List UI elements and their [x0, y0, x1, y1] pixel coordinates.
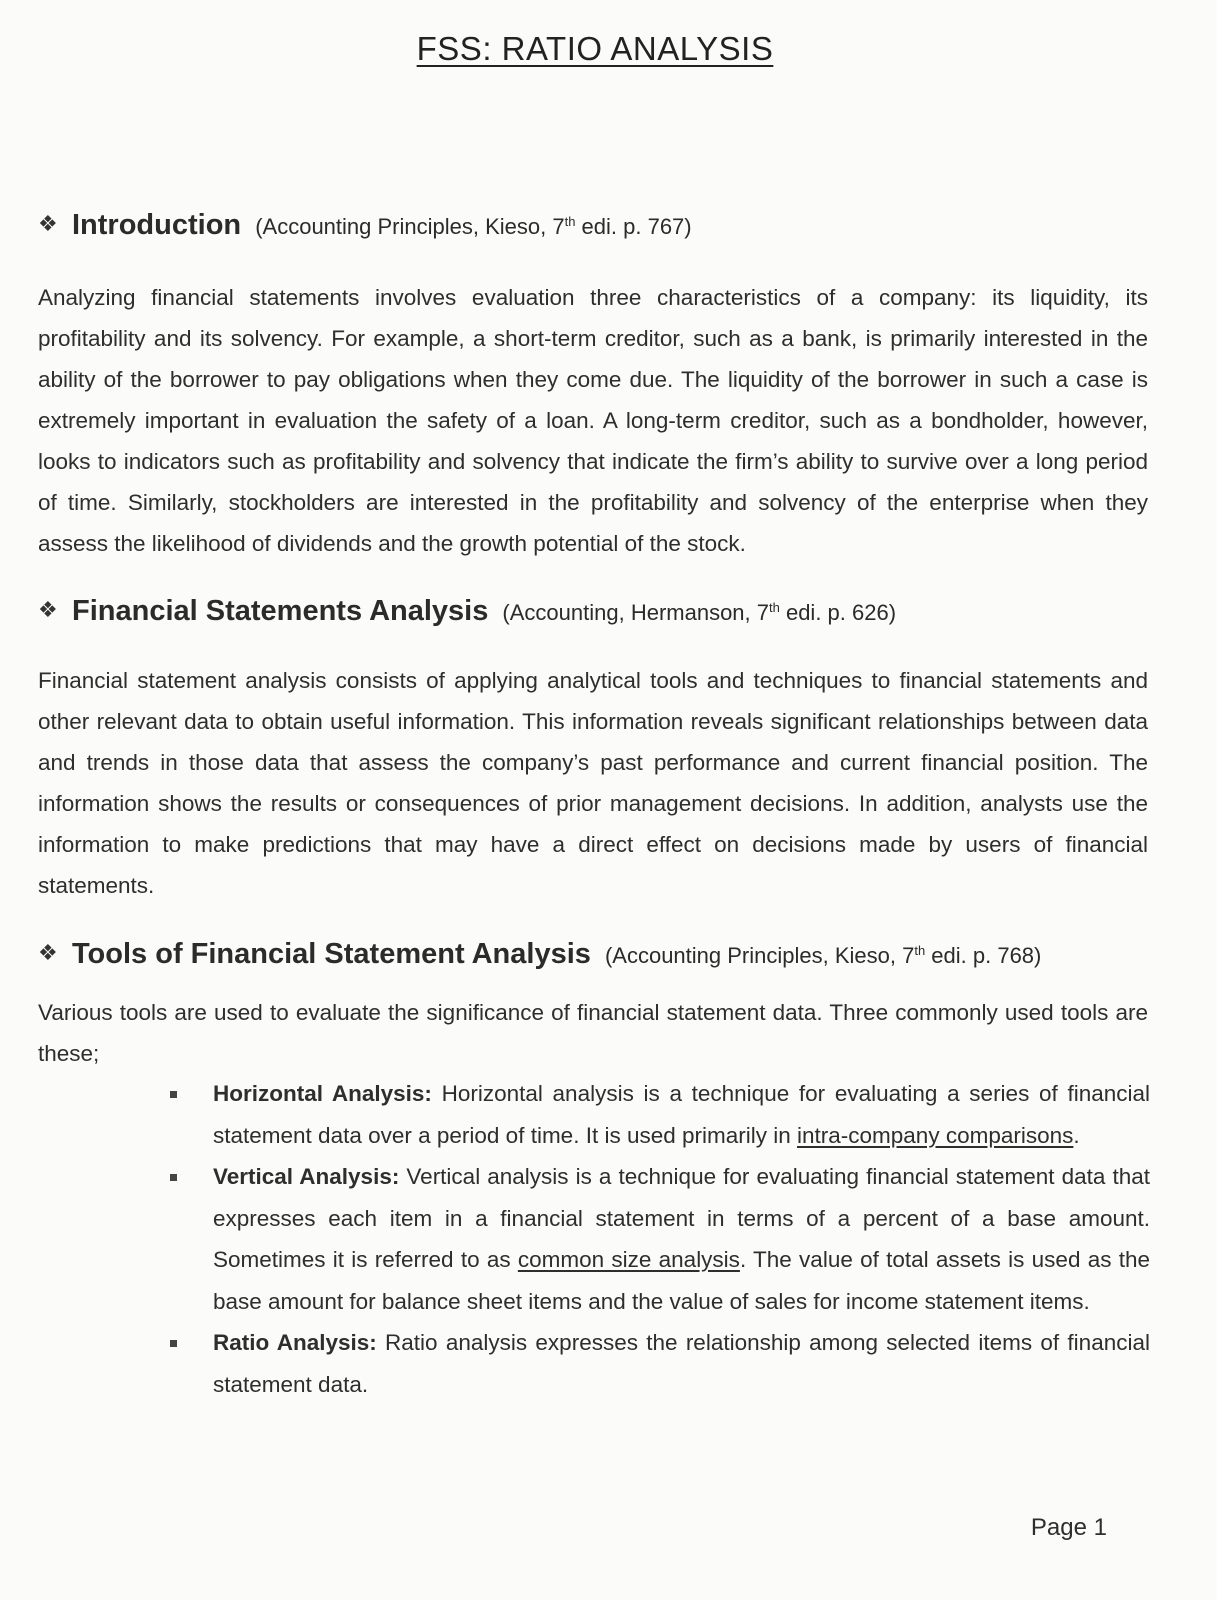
section-paragraph: Analyzing financial statements involves evaluation three characteristics of a company: its liquidity, its profitability and its solvency. For example, a short-term creditor, such as a bank, is primarily interested in the ability of the borrower to pay obligations when they come due. The liquidity of the borrower in such a case is extremely important in evaluation the safety of a loan. A long-term creditor, such as a bondholder, however, looks to indicators such as profitability and solvency that indicate the firm’s ability to survive over a long period of time. Similarly, stockholders are interested in the profitability and solvency of the enterprise when they assess the likelihood of dividends and the growth potential of the stock.: [38, 285, 1148, 556]
document-title: FSS: RATIO ANALYSIS: [416, 30, 774, 67]
section-citation: (Accounting Principles, Kieso, 7th edi. p. 768): [604, 943, 1042, 968]
section-paragraph: Financial statement analysis consists of applying analytical tools and techniques to financial statements and other relevant data to obtain useful information. This information reveals significant relationships between data and trends in those data that assess the company’s past performance and current financial position. The information shows the results or consequences of prior management decisions. In addition, analysts use the information to make predictions that may have a direct effect on decisions made by users of financial statements.: [38, 668, 1148, 898]
list-item-ratio-analysis: Ratio Analysis: Ratio analysis expresses the relationship among selected items of financial statement data.: [168, 1322, 1150, 1405]
section-citation: (Accounting Principles, Kieso, 7th edi. p. 767): [255, 214, 692, 239]
square-bullet-icon: [170, 1340, 177, 1347]
four-diamond-bullet-icon: ❖: [38, 940, 58, 965]
section-citation: (Accounting, Hermanson, 7th edi. p. 626): [502, 600, 897, 625]
section-financial-statements-analysis: [38, 590, 1148, 906]
square-bullet-icon: [170, 1091, 177, 1098]
four-diamond-bullet-icon: ❖: [38, 211, 58, 236]
page-number: Page 1: [1030, 1514, 1107, 1541]
list-item-horizontal-analysis: Horizontal Analysis: Horizontal analysis is a technique for evaluating a series of financial statement data over a period of time. It is used primarily in intra-company comparisons.: [168, 1073, 1150, 1156]
section-heading: ❖ Financial Statements Analysis (Accounting, Hermanson, 7th edi. p. 626): [38, 590, 1148, 633]
section-tools: [38, 933, 1148, 1074]
list-item-vertical-analysis: Vertical Analysis: Vertical analysis is a technique for evaluating financial statement data that expresses each item in a financial statement in terms of a percent of a base amount. Sometimes it is referred to as common size analysis. The value of total assets is used as the base amount for balance sheet items and the value of sales for income statement items.: [168, 1156, 1150, 1322]
section-heading: ❖ Introduction (Accounting Principles, Kieso, 7th edi. p. 767): [38, 204, 1148, 247]
section-paragraph: Various tools are used to evaluate the significance of financial statement data. Three commonly used tools are these;: [38, 1000, 1148, 1066]
four-diamond-bullet-icon: ❖: [38, 597, 58, 622]
section-introduction: [38, 204, 1148, 564]
tools-list: [168, 1073, 1150, 1405]
section-heading: ❖ Tools of Financial Statement Analysis (Accounting Principles, Kieso, 7th edi. p. 768): [38, 933, 1148, 976]
square-bullet-icon: [170, 1174, 177, 1181]
